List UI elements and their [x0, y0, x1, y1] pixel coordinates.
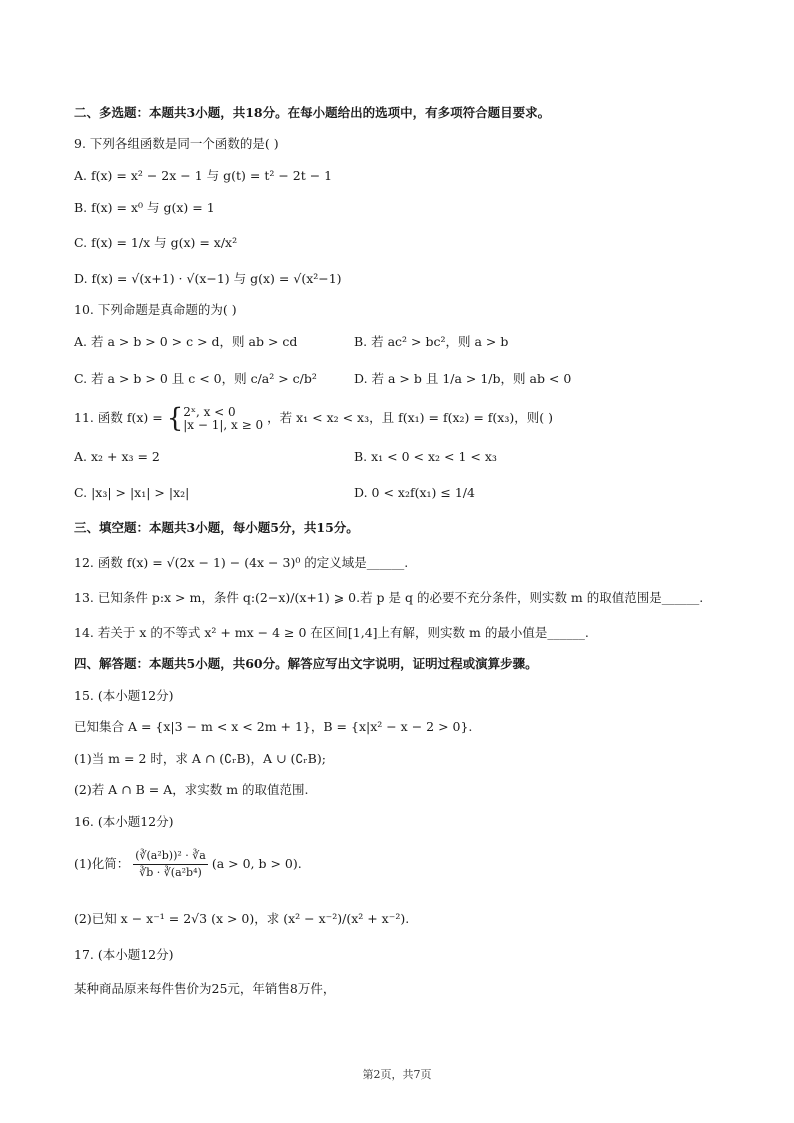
- q11-case-1: 2ˣ, x < 0: [183, 404, 236, 419]
- question-13: 13. 已知条件 p:x > m，条件 q:(2−x)/(x+1) ⩾ 0.若 p 是 q 的必要不充分条件，则实数 m 的取值范围是______.: [74, 590, 704, 605]
- piecewise-brace: {: [166, 403, 184, 434]
- q11-option-c: C. |x₃| > |x₁| > |x₂|: [74, 485, 190, 500]
- page-footer: 第2页，共7页: [362, 1068, 432, 1081]
- q17-body: 某种商品原来每件售价为25元，年销售8万件，: [74, 981, 336, 996]
- q11-option-b: B. x₁ < 0 < x₂ < 1 < x₃: [354, 449, 497, 464]
- q11-case-2: |x − 1|, x ≥ 0: [183, 417, 264, 432]
- section-3-heading: 三、填空题：本题共3小题，每小题5分，共15分。: [74, 520, 359, 535]
- q9-option-b: B. f(x) = x⁰ 与 g(x) = 1: [74, 200, 215, 215]
- q10-option-c: C. 若 a > b > 0 且 c < 0，则 c/a² > c/b²: [74, 371, 317, 386]
- q16-part-1: [74, 848, 302, 881]
- q16-fraction: [133, 848, 208, 881]
- q11-option-d: D. 0 < x₂f(x₁) ≤ 1/4: [354, 485, 475, 500]
- q9-stem: 9. 下列各组函数是同一个函数的是( ): [74, 136, 279, 151]
- q15-given: 已知集合 A = {x|3 − m < x < 2m + 1}，B = {x|x² − x − 2 > 0}.: [74, 719, 473, 734]
- q10-option-a: A. 若 a > b > 0 > c > d，则 ab > cd: [74, 334, 298, 349]
- q15-heading: 15. (本小题12分): [74, 688, 174, 703]
- question-12: 12. 函数 f(x) = √(2x − 1) − (4x − 3)⁰ 的定义域是______.: [74, 555, 409, 570]
- section-2-heading: 二、多选题：本题共3小题，共18分。在每小题给出的选项中，有多项符合题目要求。: [74, 105, 551, 120]
- q17-heading: 17. (本小题12分): [74, 947, 174, 962]
- q10-option-b: B. 若 ac² > bc²，则 a > b: [354, 334, 509, 349]
- q10-stem: 10. 下列命题是真命题的为( ): [74, 302, 237, 317]
- q11-piecewise-cases: [183, 406, 263, 432]
- q16-part-2: (2)已知 x − x⁻¹ = 2√3 (x > 0)，求 (x² − x⁻²)/(x² + x⁻²).: [74, 911, 410, 926]
- q11-suffix: ，若 x₁ < x₂ < x₃，且 f(x₁) = f(x₂) = f(x₃)，则( ): [267, 410, 553, 425]
- q9-option-a: A. f(x) = x² − 2x − 1 与 g(t) = t² − 2t − 1: [74, 168, 333, 183]
- q16-fraction-numerator: (∛(a²b))² · ∛a: [133, 848, 208, 865]
- q16-fraction-denominator: ∛b · ∛(a²b⁴): [139, 866, 202, 879]
- q16-p1-suffix: (a > 0, b > 0).: [211, 856, 302, 871]
- q16-heading: 16. (本小题12分): [74, 814, 174, 829]
- q16-p1-prefix: (1)化简：: [74, 856, 130, 871]
- section-4-heading: 四、解答题：本题共5小题，共60分。解答应写出文字说明，证明过程或演算步骤。: [74, 656, 538, 671]
- q9-option-d: D. f(x) = √(x+1) · √(x−1) 与 g(x) = √(x²−1): [74, 271, 342, 286]
- q10-option-d: D. 若 a > b 且 1/a > 1/b，则 ab < 0: [354, 371, 572, 386]
- q15-part-1: (1)当 m = 2 时，求 A ∩ (∁ᵣB)，A ∪ (∁ᵣB);: [74, 751, 326, 766]
- q11-prefix: 11. 函数 f(x) =: [74, 410, 163, 425]
- q11-option-a: A. x₂ + x₃ = 2: [74, 449, 160, 464]
- q11-stem: [74, 405, 553, 432]
- q15-part-2: (2)若 A ∩ B = A，求实数 m 的取值范围.: [74, 782, 309, 797]
- question-14: 14. 若关于 x 的不等式 x² + mx − 4 ≥ 0 在区间[1,4]上有解，则实数 m 的最小值是______.: [74, 625, 589, 640]
- q9-option-c: C. f(x) = 1/x 与 g(x) = x/x²: [74, 235, 238, 250]
